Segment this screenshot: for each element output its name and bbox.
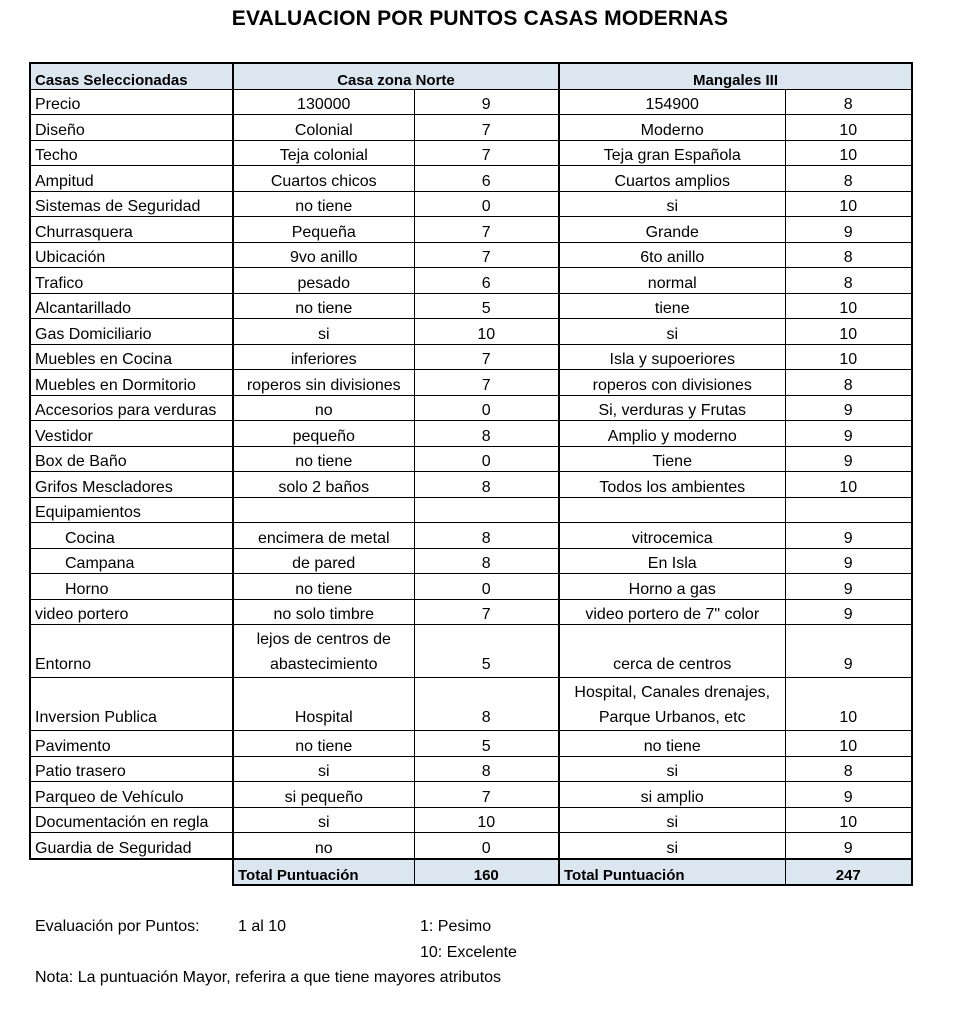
- table-row: [30, 833, 912, 859]
- house2-value: 154900: [559, 89, 785, 115]
- house2-value: vitrocemica: [559, 523, 785, 549]
- house2-value: Teja gran Española: [559, 140, 785, 166]
- house2-value: Hospital, Canales drenajes, Parque Urbanos, etc: [559, 678, 785, 731]
- table-row: [30, 242, 912, 268]
- table-row: [30, 293, 912, 319]
- house1-score: 8: [414, 548, 559, 574]
- house2-score: 9: [785, 523, 912, 549]
- row-label: Grifos Mescladores: [30, 472, 233, 498]
- table-row: [30, 625, 912, 678]
- house2-value: no tiene: [559, 731, 785, 757]
- house1-score: 8: [414, 678, 559, 731]
- house2-value: En Isla: [559, 548, 785, 574]
- house2-score: 10: [785, 319, 912, 345]
- house2-value: si: [559, 807, 785, 833]
- row-label: Box de Baño: [30, 446, 233, 472]
- row-label: Pavimento: [30, 731, 233, 757]
- table-row: [30, 497, 912, 523]
- house1-score: 7: [414, 140, 559, 166]
- house1-value: no tiene: [233, 731, 414, 757]
- row-label: Campana: [30, 548, 233, 574]
- row-label: Muebles en Cocina: [30, 344, 233, 370]
- house2-score: 9: [785, 217, 912, 243]
- house2-score: 9: [785, 548, 912, 574]
- house1-score: 0: [414, 191, 559, 217]
- table-row: [30, 807, 912, 833]
- total-label-house2: Total Puntuación: [559, 859, 785, 886]
- row-label: Techo: [30, 140, 233, 166]
- house2-score: 8: [785, 756, 912, 782]
- house1-value: no tiene: [233, 293, 414, 319]
- row-label: Horno: [30, 574, 233, 600]
- house2-score: 9: [785, 421, 912, 447]
- table-row: [30, 344, 912, 370]
- house2-score: 10: [785, 807, 912, 833]
- house1-value: pesado: [233, 268, 414, 294]
- house1-score: 7: [414, 599, 559, 625]
- row-label: Alcantarillado: [30, 293, 233, 319]
- row-label: Trafico: [30, 268, 233, 294]
- row-label: Accesorios para verduras: [30, 395, 233, 421]
- total-value-house1: 160: [414, 859, 559, 886]
- table-row: [30, 574, 912, 600]
- house2-score: 9: [785, 395, 912, 421]
- house1-value: no: [233, 833, 414, 859]
- footer-eval-label: Evaluación por Puntos:: [35, 918, 200, 935]
- footer-note: Nota: La puntuación Mayor, referira a que tiene mayores atributos: [35, 969, 502, 986]
- house1-score: 7: [414, 217, 559, 243]
- house1-value: no solo timbre: [233, 599, 414, 625]
- row-label: Churrasquera: [30, 217, 233, 243]
- table-row: [30, 115, 912, 141]
- house2-value: 6to anillo: [559, 242, 785, 268]
- table-row: [30, 548, 912, 574]
- footer-scale-low: 1: Pesimo: [420, 918, 492, 935]
- row-label: Precio: [30, 89, 233, 115]
- header-col-label: Casas Seleccionadas: [30, 63, 233, 89]
- house2-value: si: [559, 756, 785, 782]
- house2-score: 10: [785, 140, 912, 166]
- house1-score: 10: [414, 319, 559, 345]
- row-label: Patio trasero: [30, 756, 233, 782]
- house2-score: [785, 497, 912, 523]
- house1-value: 130000: [233, 89, 414, 115]
- house1-score: 0: [414, 574, 559, 600]
- house1-value: encimera de metal: [233, 523, 414, 549]
- house1-score: 0: [414, 395, 559, 421]
- house1-score: 10: [414, 807, 559, 833]
- house2-score: 9: [785, 446, 912, 472]
- house1-score: 5: [414, 293, 559, 319]
- house2-score: 10: [785, 191, 912, 217]
- house1-score: 9: [414, 89, 559, 115]
- house1-score: 0: [414, 446, 559, 472]
- house1-score: 8: [414, 472, 559, 498]
- table-row: [30, 191, 912, 217]
- house1-value: si: [233, 319, 414, 345]
- house1-value: Colonial: [233, 115, 414, 141]
- house1-value: [233, 497, 414, 523]
- row-label: Entorno: [30, 625, 233, 678]
- house2-score: 9: [785, 782, 912, 808]
- row-label: Equipamientos: [30, 497, 233, 523]
- house2-value: roperos con divisiones: [559, 370, 785, 396]
- house2-value: si amplio: [559, 782, 785, 808]
- house2-score: 8: [785, 242, 912, 268]
- house2-value: Amplio y moderno: [559, 421, 785, 447]
- house1-value: no: [233, 395, 414, 421]
- row-label: Documentación en regla: [30, 807, 233, 833]
- house2-score: 9: [785, 599, 912, 625]
- house2-value: Horno a gas: [559, 574, 785, 600]
- house2-score: 10: [785, 344, 912, 370]
- row-label: Sistemas de Seguridad: [30, 191, 233, 217]
- evaluation-table: [29, 62, 913, 886]
- house2-value: si: [559, 833, 785, 859]
- row-label: Gas Domiciliario: [30, 319, 233, 345]
- row-label: video portero: [30, 599, 233, 625]
- footer-range: 1 al 10: [238, 918, 287, 935]
- row-label: Ampitud: [30, 166, 233, 192]
- house1-value: 9vo anillo: [233, 242, 414, 268]
- house2-score: 10: [785, 115, 912, 141]
- house2-score: 8: [785, 89, 912, 115]
- table-row: [30, 446, 912, 472]
- house1-score: 7: [414, 782, 559, 808]
- house1-score: 8: [414, 421, 559, 447]
- table-row: [30, 217, 912, 243]
- house2-value: Isla y supoeriores: [559, 344, 785, 370]
- house1-value: pequeño: [233, 421, 414, 447]
- row-label: Muebles en Dormitorio: [30, 370, 233, 396]
- total-value-house2: 247: [785, 859, 912, 886]
- table-row: [30, 370, 912, 396]
- house1-value: si: [233, 756, 414, 782]
- house1-score: 7: [414, 115, 559, 141]
- house1-value: solo 2 baños: [233, 472, 414, 498]
- footer-scale-high: 10: Excelente: [420, 944, 517, 961]
- house2-score: 10: [785, 293, 912, 319]
- house2-score: 8: [785, 166, 912, 192]
- house2-value: normal: [559, 268, 785, 294]
- house1-score: [414, 497, 559, 523]
- house1-value: Cuartos chicos: [233, 166, 414, 192]
- house2-value: cerca de centros: [559, 625, 785, 678]
- house2-score: 10: [785, 678, 912, 731]
- house2-score: 8: [785, 370, 912, 396]
- house1-value: Pequeña: [233, 217, 414, 243]
- house2-value: si: [559, 191, 785, 217]
- table-row: [30, 523, 912, 549]
- house2-value: si: [559, 319, 785, 345]
- house1-value: si pequeño: [233, 782, 414, 808]
- house1-value: inferiores: [233, 344, 414, 370]
- house2-score: 9: [785, 625, 912, 678]
- house2-value: Si, verduras y Frutas: [559, 395, 785, 421]
- house2-value: Todos los ambientes: [559, 472, 785, 498]
- house1-score: 8: [414, 756, 559, 782]
- header-house1: Casa zona Norte: [233, 63, 559, 89]
- house1-score: 7: [414, 242, 559, 268]
- house1-value: de pared: [233, 548, 414, 574]
- table-row: [30, 421, 912, 447]
- house1-score: 8: [414, 523, 559, 549]
- house1-value: lejos de centros de abastecimiento: [233, 625, 414, 678]
- house1-value: roperos sin divisiones: [233, 370, 414, 396]
- house2-value: [559, 497, 785, 523]
- house1-score: 6: [414, 268, 559, 294]
- house1-score: 5: [414, 731, 559, 757]
- table-row: [30, 89, 912, 115]
- house1-score: 6: [414, 166, 559, 192]
- house2-value: Moderno: [559, 115, 785, 141]
- row-label: Parqueo de Vehículo: [30, 782, 233, 808]
- table-row: [30, 268, 912, 294]
- table-row: [30, 599, 912, 625]
- table-row: [30, 756, 912, 782]
- house1-value: Teja colonial: [233, 140, 414, 166]
- house2-score: 10: [785, 731, 912, 757]
- house2-score: 9: [785, 833, 912, 859]
- row-label: Vestidor: [30, 421, 233, 447]
- table-row: [30, 782, 912, 808]
- house2-score: 8: [785, 268, 912, 294]
- house2-value: Grande: [559, 217, 785, 243]
- row-label: Diseño: [30, 115, 233, 141]
- table-row: [30, 395, 912, 421]
- table-row: [30, 731, 912, 757]
- house2-value: Cuartos amplios: [559, 166, 785, 192]
- total-spacer: [30, 859, 233, 886]
- table-row: [30, 140, 912, 166]
- house1-score: 7: [414, 344, 559, 370]
- house2-value: Tiene: [559, 446, 785, 472]
- house2-score: 9: [785, 574, 912, 600]
- table-row: [30, 678, 912, 731]
- house1-score: 5: [414, 625, 559, 678]
- row-label: Ubicación: [30, 242, 233, 268]
- house1-value: no tiene: [233, 574, 414, 600]
- house1-value: no tiene: [233, 446, 414, 472]
- house1-score: 0: [414, 833, 559, 859]
- row-label: Guardia de Seguridad: [30, 833, 233, 859]
- total-label-house1: Total Puntuación: [233, 859, 414, 886]
- header-house2: Mangales III: [559, 63, 912, 89]
- row-label: Cocina: [30, 523, 233, 549]
- total-row: [30, 859, 912, 886]
- row-label: Inversion Publica: [30, 678, 233, 731]
- table-header-row: [30, 63, 912, 89]
- table-row: [30, 319, 912, 345]
- page-title: EVALUACION POR PUNTOS CASAS MODERNAS: [231, 7, 729, 30]
- house1-score: 7: [414, 370, 559, 396]
- house2-score: 10: [785, 472, 912, 498]
- table-row: [30, 166, 912, 192]
- house1-value: no tiene: [233, 191, 414, 217]
- house2-value: video portero de 7" color: [559, 599, 785, 625]
- house1-value: Hospital: [233, 678, 414, 731]
- table-row: [30, 472, 912, 498]
- house1-value: si: [233, 807, 414, 833]
- house2-value: tiene: [559, 293, 785, 319]
